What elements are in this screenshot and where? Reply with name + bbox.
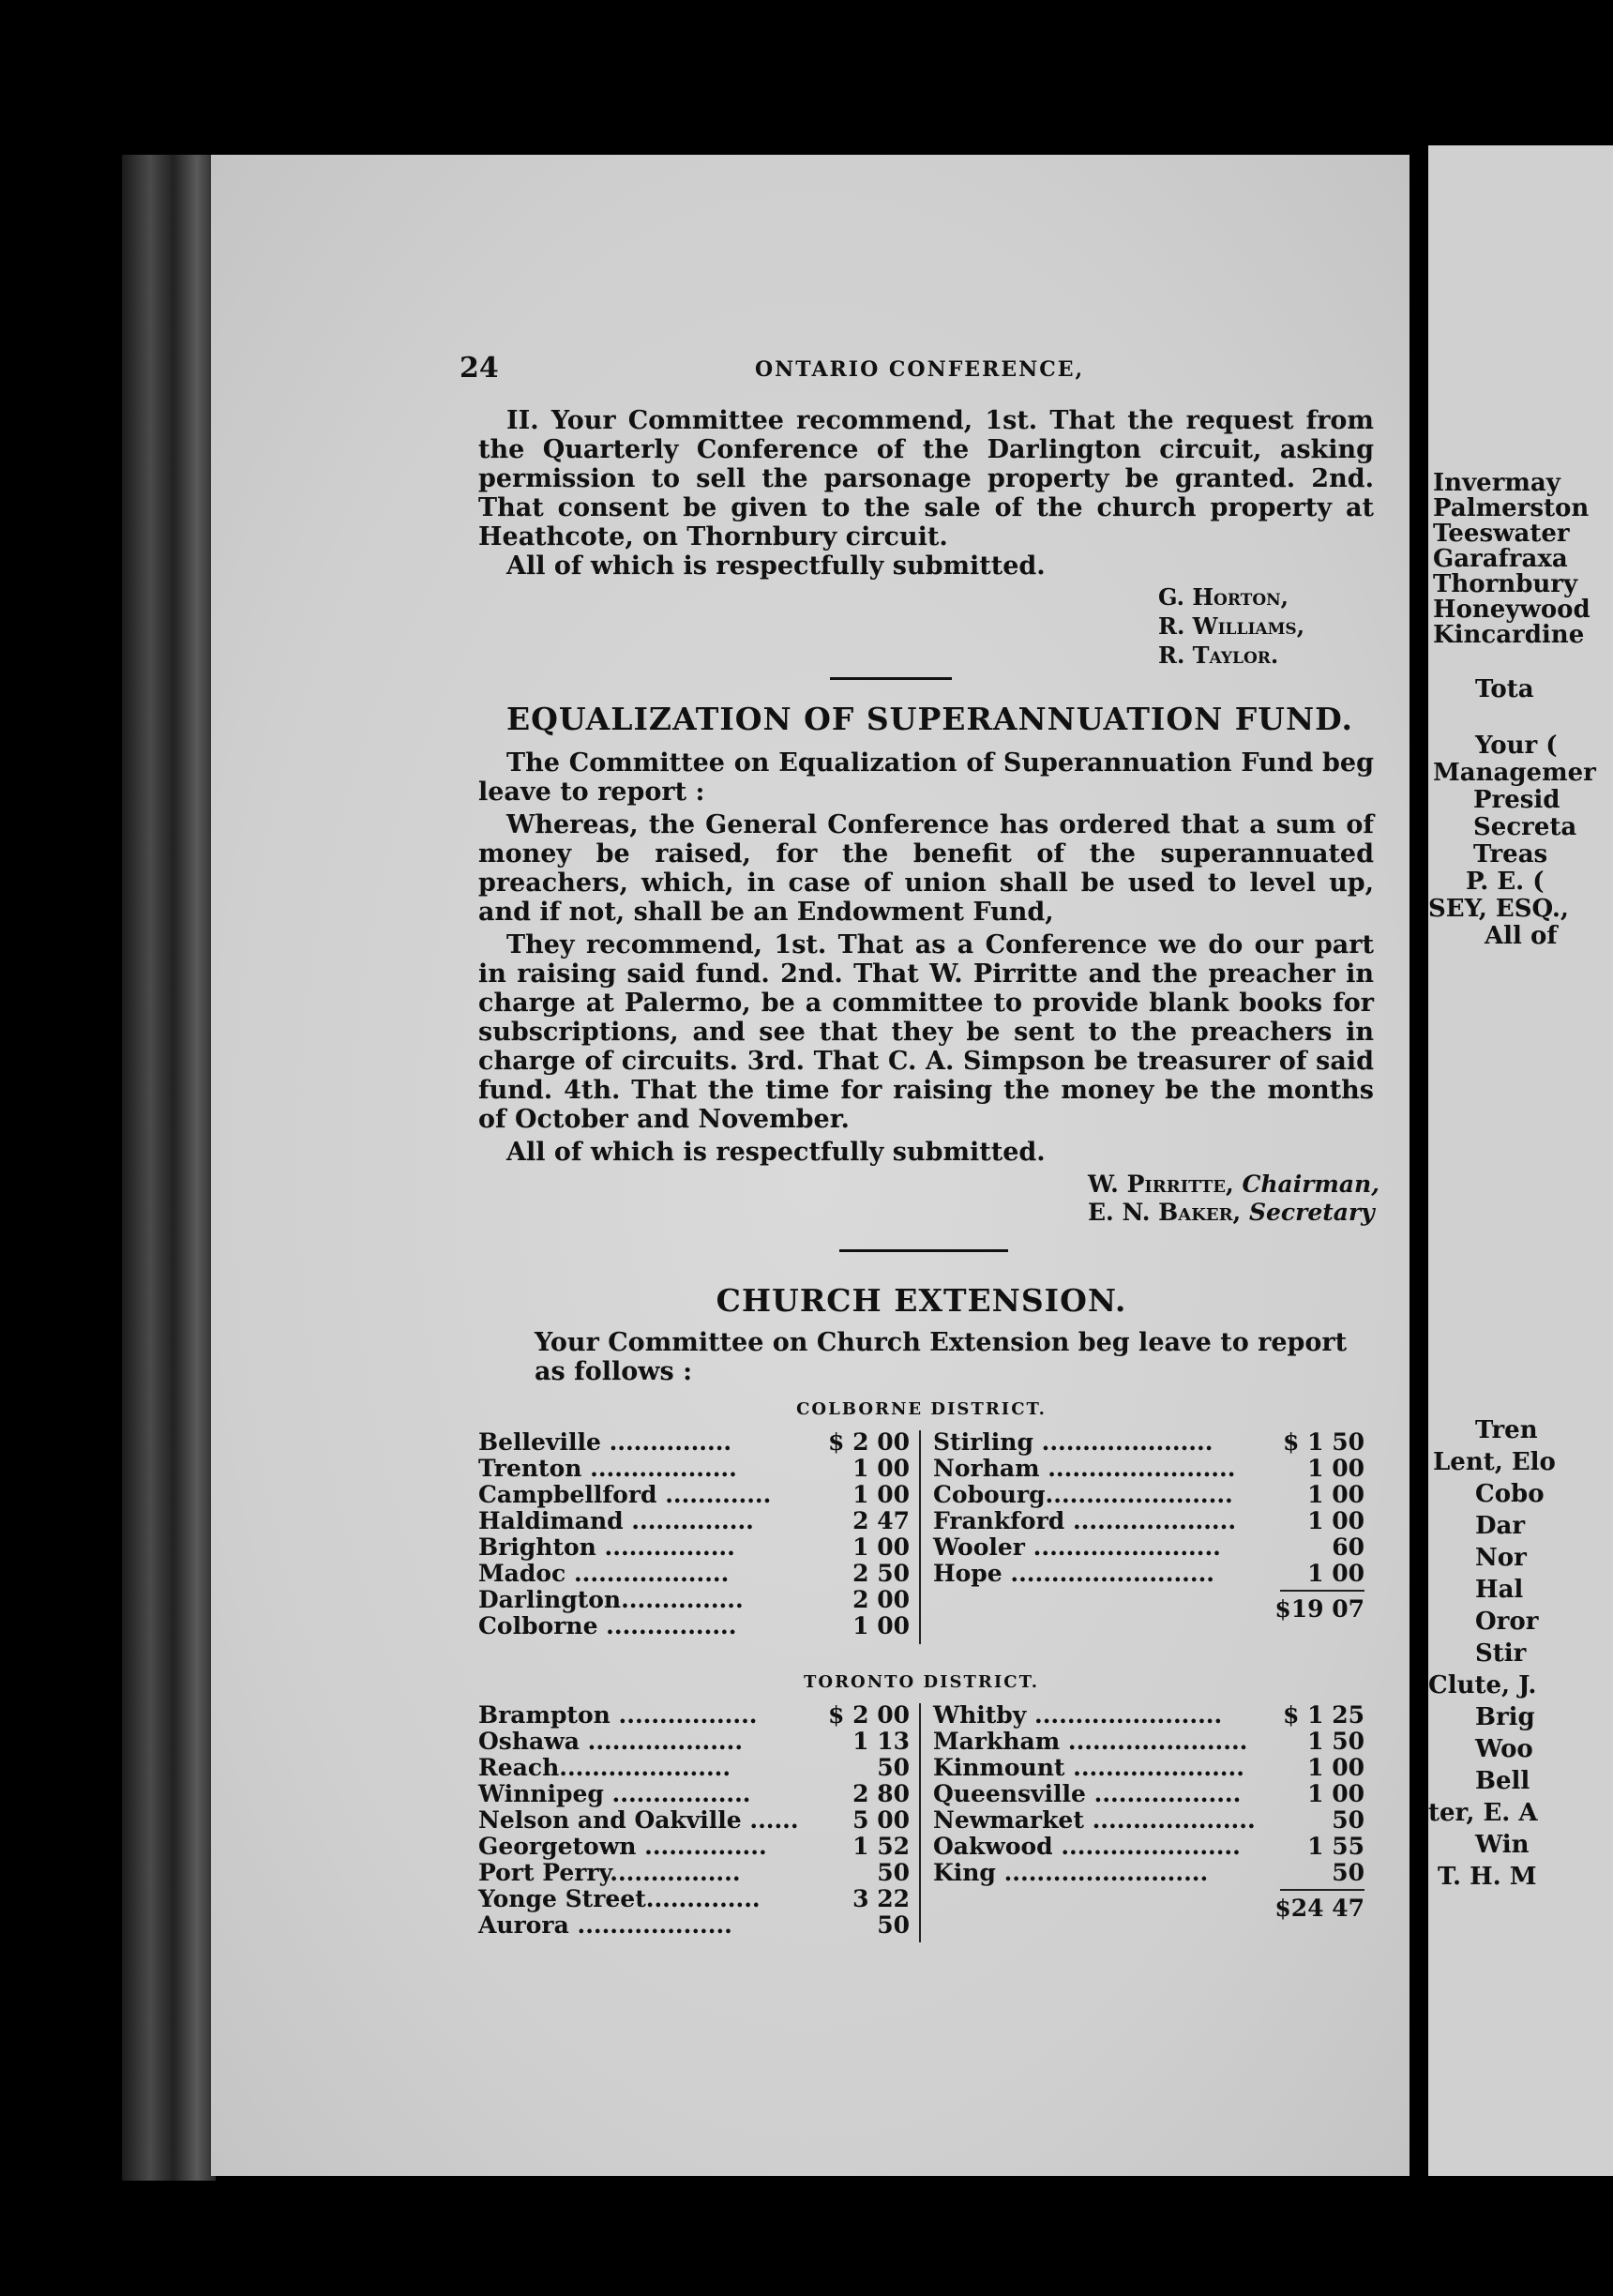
amount: 60 (1332, 1533, 1364, 1561)
circuit-name: Kinmount ..................... (933, 1754, 1244, 1781)
church-extension-section (258, 1282, 1393, 1955)
right-page-text: SEY, ESQ., (1428, 895, 1569, 923)
district-total: $19 07 (1274, 1595, 1364, 1623)
table-row (933, 1560, 1364, 1586)
right-page-text: Dar (1475, 1512, 1526, 1540)
amount: 2 00 (852, 1586, 910, 1613)
circuit-name: Brampton ................. (478, 1701, 758, 1729)
circuit-name: King ......................... (933, 1859, 1209, 1886)
toronto-right-column (933, 1701, 1364, 1921)
right-page-text: Woo (1475, 1735, 1533, 1763)
right-page-text: Managemer (1433, 759, 1596, 787)
table-row (478, 1806, 910, 1833)
table-row (478, 1612, 910, 1639)
secretary-name: E. N. Baker, (1088, 1199, 1242, 1226)
amount: 1 00 (1307, 1780, 1364, 1807)
table-row (933, 1754, 1364, 1780)
right-page-text: Bell (1475, 1767, 1530, 1795)
right-page-text: Oror (1475, 1608, 1539, 1636)
right-page-text: Lent, Elo (1433, 1448, 1556, 1476)
circuit-name: Markham ...................... (933, 1728, 1248, 1755)
table-row (933, 1481, 1364, 1507)
table-row (478, 1507, 910, 1533)
table-row (478, 1533, 910, 1560)
circuit-name: Yonge Street.............. (478, 1885, 761, 1912)
table-row (478, 1885, 910, 1911)
colborne-right-column (933, 1428, 1364, 1622)
amount: $ 1 50 (1283, 1428, 1364, 1456)
chairman-role: Chairman, (1242, 1171, 1379, 1198)
circuit-name: Brighton ................ (478, 1533, 735, 1561)
amount: 2 80 (852, 1780, 910, 1807)
amount: 1 00 (852, 1481, 910, 1508)
equalization-signers (1088, 1171, 1393, 1227)
circuit-name: Stirling ..................... (933, 1428, 1214, 1456)
table-row (933, 1455, 1364, 1481)
property-report (258, 406, 1393, 670)
right-page-text: Garafraxa (1433, 545, 1568, 573)
amount: $ 2 00 (828, 1428, 910, 1456)
book-spine (122, 155, 216, 2181)
equalization-section (258, 701, 1393, 1227)
right-page-text: Your ( (1475, 732, 1558, 760)
circuit-name: Madoc ................... (478, 1560, 730, 1587)
table-row (478, 1586, 910, 1612)
circuit-name: Queensville .................. (933, 1780, 1242, 1807)
table-row (933, 1728, 1364, 1754)
amount: 1 00 (1307, 1481, 1364, 1508)
right-page-text: Palmerston (1433, 494, 1590, 522)
table-row (478, 1859, 910, 1885)
circuit-name: Belleville ............... (478, 1428, 732, 1456)
right-page-text: All of (1485, 922, 1558, 950)
running-head: ONTARIO CONFERENCE, (755, 357, 1085, 382)
amount: 5 00 (852, 1806, 910, 1834)
equalization-intro: The Committee on Equalization of Superannuation Fund beg leave to report : (478, 748, 1374, 807)
circuit-name: Campbellford ............. (478, 1481, 772, 1508)
page-content (258, 352, 1393, 1955)
table-row (478, 1754, 910, 1780)
circuit-name: Newmarket .................... (933, 1806, 1256, 1834)
page-number: 24 (460, 352, 499, 385)
amount: 50 (877, 1754, 910, 1781)
total-rule (1280, 1889, 1364, 1891)
table-row (933, 1859, 1364, 1885)
amount: 50 (877, 1859, 910, 1886)
signer: R. Taylor. (1158, 642, 1279, 669)
colborne-left-column (478, 1428, 910, 1639)
table-row (933, 1507, 1364, 1533)
right-page-text: Clute, J. (1428, 1671, 1537, 1699)
amount: 1 52 (852, 1833, 910, 1860)
right-page-text: ter, E. A (1428, 1799, 1538, 1827)
total-row (933, 1895, 1364, 1921)
table-row (933, 1428, 1364, 1455)
circuit-name: Whitby ....................... (933, 1701, 1223, 1729)
circuit-name: Cobourg....................... (933, 1481, 1233, 1508)
right-page-text: Nor (1475, 1544, 1527, 1572)
colborne-table (478, 1428, 1383, 1652)
circuit-name: Aurora ................... (478, 1911, 732, 1939)
amount: 1 00 (852, 1533, 910, 1561)
table-row (933, 1533, 1364, 1560)
circuit-name: Winnipeg ................. (478, 1780, 751, 1807)
amount: $ 2 00 (828, 1701, 910, 1729)
right-page-text: Tren (1475, 1416, 1538, 1444)
amount: 1 00 (1307, 1507, 1364, 1534)
amount: 1 00 (1307, 1560, 1364, 1587)
circuit-name: Port Perry................ (478, 1859, 741, 1886)
circuit-name: Oakwood ...................... (933, 1833, 1241, 1860)
circuit-name: Colborne ................ (478, 1612, 737, 1639)
right-page-text: Hal (1475, 1576, 1524, 1604)
amount: 1 00 (1307, 1754, 1364, 1781)
church-extension-title: CHURCH EXTENSION. (716, 1282, 1127, 1319)
right-page-text: Teeswater (1433, 520, 1570, 548)
amount: 50 (877, 1911, 910, 1939)
table-row (478, 1481, 910, 1507)
circuit-name: Wooler ....................... (933, 1533, 1221, 1561)
church-extension-intro: Your Committee on Church Extension beg leave to report as follows : (535, 1328, 1348, 1386)
amount: $ 1 25 (1283, 1701, 1364, 1729)
amount: 1 00 (852, 1455, 910, 1482)
right-page-text: Treas (1473, 840, 1548, 869)
table-row (478, 1428, 910, 1455)
right-page-text: Stir (1475, 1639, 1527, 1668)
property-signers (1158, 582, 1393, 670)
right-page-text: Presid (1473, 786, 1560, 814)
table-row (933, 1806, 1364, 1833)
table-row (478, 1560, 910, 1586)
amount: 1 13 (852, 1728, 910, 1755)
right-page-tota: Tota (1475, 675, 1534, 703)
circuit-name: Haldimand ............... (478, 1507, 754, 1534)
table-row (478, 1911, 910, 1938)
column-divider (919, 1703, 921, 1942)
chairman-name: W. Pirritte, (1088, 1171, 1234, 1198)
circuit-name: Oshawa ................... (478, 1728, 744, 1755)
equalization-recommend: They recommend, 1st. That as a Conference we do our part in raising said fund. 2nd. That W. Pirritte and the preacher in charge at Palermo, be a committee to provide blank books for subscriptions, and see that they be sent to the preachers in charge of circuits. 3rd. That C. A. Simpson be treasurer of said fund. 4th. That the time for raising the money be the months of October and November. (478, 930, 1374, 1134)
circuit-name: Trenton .................. (478, 1455, 737, 1482)
right-page-text: Kincardine (1433, 621, 1585, 649)
right-page-text: Win (1475, 1831, 1530, 1859)
circuit-name: Georgetown ............... (478, 1833, 767, 1860)
equalization-title: EQUALIZATION OF SUPERANNUATION FUND. (506, 701, 1354, 737)
colborne-district-heading: COLBORNE DISTRICT. (796, 1399, 1047, 1419)
amount: 1 00 (1307, 1455, 1364, 1482)
toronto-table (478, 1701, 1383, 1955)
circuit-name: Nelson and Oakville ...... (478, 1806, 799, 1834)
secretary-role: Secretary (1248, 1199, 1375, 1226)
property-closing: All of which is respectfully submitted. (506, 551, 1046, 581)
amount: 3 22 (852, 1885, 910, 1912)
amount: 2 47 (852, 1507, 910, 1534)
total-rule (1280, 1590, 1364, 1592)
table-row (478, 1455, 910, 1481)
table-row (478, 1833, 910, 1859)
table-row (933, 1833, 1364, 1859)
table-row (478, 1728, 910, 1754)
page-gutter (1409, 141, 1428, 2176)
table-row (478, 1780, 910, 1806)
amount: 2 50 (852, 1560, 910, 1587)
page-header (258, 352, 1393, 399)
amount: 1 00 (852, 1612, 910, 1639)
right-page-text: Honeywood (1433, 596, 1590, 624)
right-page-text: Secreta (1473, 813, 1577, 841)
section-divider (839, 1249, 1008, 1252)
amount: 50 (1332, 1806, 1364, 1834)
right-page-text: P. E. ( (1466, 868, 1545, 896)
total-row (933, 1595, 1364, 1622)
book-page-right (1428, 145, 1613, 2176)
equalization-closing: All of which is respectfully submitted. (506, 1138, 1046, 1167)
column-divider (919, 1430, 921, 1644)
right-page-text: Invermay (1433, 469, 1560, 497)
amount: 1 55 (1307, 1833, 1364, 1860)
table-row (933, 1780, 1364, 1806)
toronto-district-heading: TORONTO DISTRICT. (804, 1672, 1039, 1692)
circuit-name: Norham ....................... (933, 1455, 1236, 1482)
equalization-whereas: Whereas, the General Conference has ordered that a sum of money be raised, for the benefit of the superannuated preachers, which, in case of union shall be used to level up, and if not, shall be an Endowment Fund, (478, 810, 1374, 927)
right-page-text: T. H. M (1438, 1863, 1537, 1891)
circuit-name: Frankford .................... (933, 1507, 1237, 1534)
circuit-name: Hope ......................... (933, 1560, 1214, 1587)
table-row (933, 1701, 1364, 1728)
signer: G. Horton, (1158, 583, 1289, 611)
toronto-left-column (478, 1701, 910, 1938)
signer: R. Williams, (1158, 612, 1305, 640)
right-page-text: Thornbury (1433, 570, 1578, 598)
district-total: $24 47 (1274, 1895, 1364, 1922)
table-row (478, 1701, 910, 1728)
property-paragraph: II. Your Committee recommend, 1st. That the request from the Quarterly Conference of the Darlington circuit, asking permission to sell the parsonage property be granted. 2nd. That consent be given to the sale of the church property at Heathcote, on Thornbury circuit. (478, 406, 1374, 551)
right-page-text: Cobo (1475, 1480, 1545, 1508)
section-divider (830, 677, 952, 680)
circuit-name: Darlington............... (478, 1586, 744, 1613)
right-page-text: Brig (1475, 1703, 1535, 1731)
amount: 1 50 (1307, 1728, 1364, 1755)
amount: 50 (1332, 1859, 1364, 1886)
circuit-name: Reach..................... (478, 1754, 731, 1781)
